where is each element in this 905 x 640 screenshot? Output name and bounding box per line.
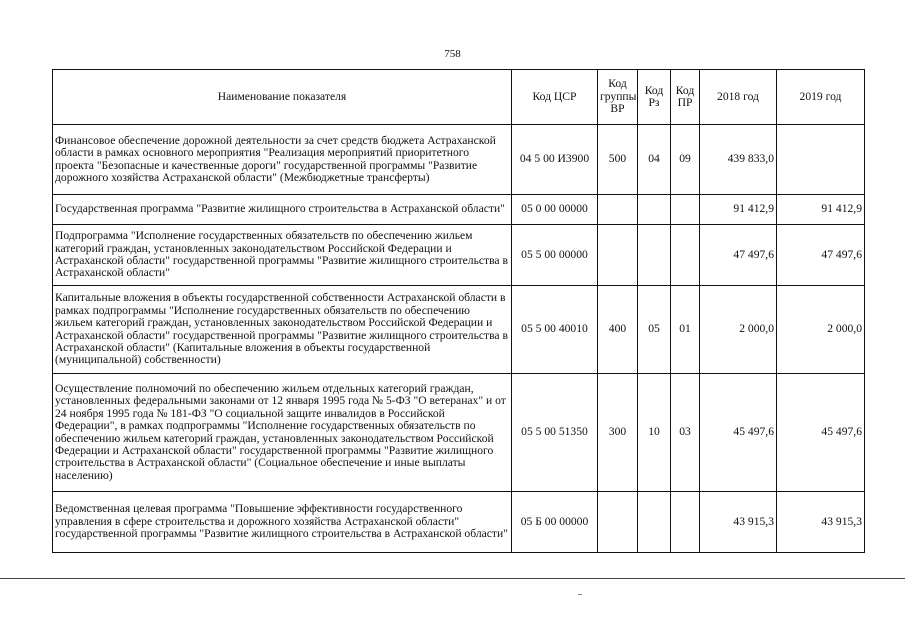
budget-table xyxy=(52,69,865,553)
cell-csr: 05 0 00 00000 xyxy=(512,195,598,225)
cell-2018: 43 915,3 xyxy=(700,492,777,553)
cell-2019: 43 915,3 xyxy=(777,492,865,553)
header-2019: 2019 год xyxy=(777,70,865,125)
header-pr: Код ПР xyxy=(671,70,700,125)
cell-2018: 439 833,0 xyxy=(700,125,777,195)
table-row xyxy=(53,225,865,286)
cell-2019: 2 000,0 xyxy=(777,286,865,374)
cell-vr xyxy=(598,195,638,225)
cell-2019: 45 497,6 xyxy=(777,374,865,492)
table-row xyxy=(53,195,865,225)
cell-2018: 45 497,6 xyxy=(700,374,777,492)
table-row xyxy=(53,492,865,553)
cell-csr: 04 5 00 И3900 xyxy=(512,125,598,195)
header-name: Наименование показателя xyxy=(53,70,512,125)
cell-pr xyxy=(671,195,700,225)
cell-vr xyxy=(598,225,638,286)
table-row xyxy=(53,286,865,374)
page-bottom-divider xyxy=(0,578,905,579)
cell-pr: 03 xyxy=(671,374,700,492)
cell-csr: 05 5 00 51350 xyxy=(512,374,598,492)
cell-name: Осуществление полномочий по обеспечению жильем отдельных категорий граждан, установленных федеральными законами от 12 января 1995 года № 5-ФЗ "О ветеранах" и от 24 ноября 1995 года № 181-ФЗ "О социальной защите инвалидов в Российской Федерации", в рамках подпрограммы "Исполнение государственных обязательств по обеспечению жильем категорий граждан, установленных законодательством Российской Федерации и Астраханской области" государственной программы "Развитие жилищного строительства в Астраханской области" (Социальное обеспечение и иные выплаты населению) xyxy=(53,374,512,492)
cell-2019 xyxy=(777,125,865,195)
cell-pr: 09 xyxy=(671,125,700,195)
cell-name: Финансовое обеспечение дорожной деятельности за счет средств бюджета Астраханской области в рамках основного мероприятия "Реализация мероприятий приоритетного проекта "Безопасные и качественные дороги" государственной программы "Развитие дорожного хозяйства Астраханской области" (Межбюджетные трансферты) xyxy=(53,125,512,195)
header-2018: 2018 год xyxy=(700,70,777,125)
scan-mark xyxy=(578,594,582,595)
table-body xyxy=(53,125,865,553)
cell-name: Подпрограмма "Исполнение государственных обязательств по обеспечению жильем категорий граждан, установленных законодательством Российской Федерации и Астраханской области" государственной программы "Развитие жилищного строительства в Астраханской области" xyxy=(53,225,512,286)
cell-rz xyxy=(638,492,671,553)
cell-csr: 05 5 00 40010 xyxy=(512,286,598,374)
cell-rz: 05 xyxy=(638,286,671,374)
header-csr: Код ЦСР xyxy=(512,70,598,125)
table-header xyxy=(53,70,865,125)
cell-2019: 91 412,9 xyxy=(777,195,865,225)
cell-vr: 400 xyxy=(598,286,638,374)
cell-2018: 91 412,9 xyxy=(700,195,777,225)
cell-pr: 01 xyxy=(671,286,700,374)
cell-name: Капитальные вложения в объекты государственной собственности Астраханской области в рамках подпрограммы "Исполнение государственных обязательств по обеспечению жильем категорий граждан, установленных законодательством Российской Федерации и Астраханской области" государственной программы "Развитие жилищного строительства в Астраханской области" (Капитальные вложения в объекты государственной (муниципальной) собственности) xyxy=(53,286,512,374)
page-number: 758 xyxy=(444,48,461,60)
cell-vr xyxy=(598,492,638,553)
cell-name: Ведомственная целевая программа "Повышение эффективности государственного управления в сфере строительства и дорожного хозяйства Астраханской области" государственной программы "Развитие жилищного строительства в Астраханской области" xyxy=(53,492,512,553)
cell-2019: 47 497,6 xyxy=(777,225,865,286)
table-row xyxy=(53,125,865,195)
cell-csr: 05 Б 00 00000 xyxy=(512,492,598,553)
cell-pr xyxy=(671,225,700,286)
cell-vr: 500 xyxy=(598,125,638,195)
cell-2018: 47 497,6 xyxy=(700,225,777,286)
cell-2018: 2 000,0 xyxy=(700,286,777,374)
cell-rz: 04 xyxy=(638,125,671,195)
cell-rz xyxy=(638,225,671,286)
header-rz: Код Рз xyxy=(638,70,671,125)
cell-vr: 300 xyxy=(598,374,638,492)
cell-pr xyxy=(671,492,700,553)
cell-csr: 05 5 00 00000 xyxy=(512,225,598,286)
cell-rz: 10 xyxy=(638,374,671,492)
cell-rz xyxy=(638,195,671,225)
table-row xyxy=(53,374,865,492)
header-vr: Код группы ВР xyxy=(598,70,638,125)
cell-name: Государственная программа "Развитие жилищного строительства в Астраханской области" xyxy=(53,195,512,225)
